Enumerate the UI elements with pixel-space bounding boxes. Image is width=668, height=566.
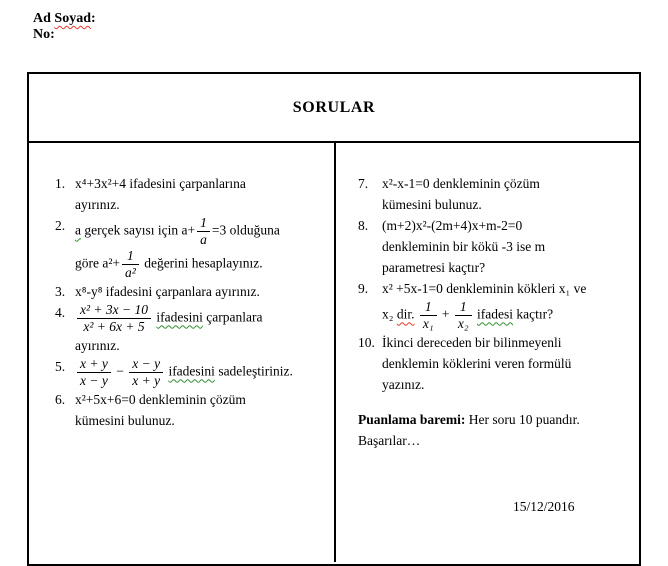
fraction <box>197 215 210 248</box>
text-run: x²-x-1=0 denkleminin çözüm <box>382 176 540 191</box>
text-run: x⁸-y⁸ ifadesini çarpanlara ayırınız. <box>75 284 260 299</box>
fraction-numerator: 1 <box>420 299 437 316</box>
fraction-denominator: x − y <box>80 373 108 388</box>
question-item <box>29 281 334 302</box>
no-label <box>33 27 96 43</box>
question-text <box>382 278 639 332</box>
question-item <box>29 356 334 389</box>
fraction-numerator: 1 <box>455 299 472 316</box>
text-run: ayırınız. <box>75 197 120 212</box>
text-run: denkleminin bir kökü -3 ise m <box>382 239 546 254</box>
question-item <box>336 332 639 395</box>
text-run: parametresi kaçtır? <box>382 260 486 275</box>
fraction-numerator: 1 <box>122 248 139 265</box>
text-run: değerini hesaplayınız. <box>140 255 263 271</box>
question-item <box>336 173 639 215</box>
fraction-numerator: x² + 3x − 10 <box>77 302 151 319</box>
text-run: çarpanlara <box>202 309 263 325</box>
grammar-flagged-text: ifadesini <box>156 309 203 325</box>
text-run: kaçtır? <box>512 306 554 322</box>
exam-table <box>27 72 641 566</box>
question-number: 7. <box>358 176 369 191</box>
scoring-note <box>358 409 637 451</box>
scoring-line <box>358 409 637 430</box>
question-item <box>336 278 639 332</box>
question-list-left <box>29 173 334 431</box>
text-run: x²+5x+6=0 denkleminin çözüm <box>75 392 246 407</box>
question-number: 3. <box>55 284 66 299</box>
text-run: x₂ <box>382 306 397 322</box>
text-run: gerçek sayısı için a+ <box>81 222 196 238</box>
question-text <box>75 356 334 389</box>
student-header-block <box>33 11 96 43</box>
fraction-denominator: x² + 6x + 5 <box>83 319 145 334</box>
table-title: SORULAR <box>29 74 639 143</box>
fraction <box>77 302 151 335</box>
spellcheck-flagged-text: dir. <box>396 306 415 322</box>
question-item <box>29 215 334 281</box>
question-column-right <box>336 143 639 562</box>
fraction <box>129 356 163 389</box>
fraction-denominator: x + y <box>132 373 161 388</box>
question-number: 9. <box>358 281 369 296</box>
grammar-flagged-text: a <box>75 222 81 238</box>
question-text <box>75 215 334 281</box>
grammar-flagged-text: ifadesi <box>476 306 513 322</box>
text-run: ayırınız. <box>75 338 120 353</box>
question-number: 1. <box>55 176 66 191</box>
fraction-denominator: x₂ <box>457 316 469 331</box>
text-run: Ad <box>33 11 55 26</box>
text-run: =3 olduğuna <box>211 222 280 238</box>
question-number: 2. <box>55 218 66 233</box>
text-run <box>414 307 417 322</box>
fraction <box>122 248 139 281</box>
text-run: Her soru 10 puandır. <box>465 412 580 427</box>
question-item <box>29 389 334 431</box>
text-run: İkinci dereceden bir bilinmeyenli <box>382 335 562 350</box>
grammar-flagged-text: ifadesini <box>168 363 215 379</box>
question-text <box>75 173 334 215</box>
text-run: yazınız. <box>382 377 425 392</box>
text-run: denklemin köklerini veren formülü <box>382 356 572 371</box>
question-number: 5. <box>55 359 66 374</box>
question-item <box>336 215 639 278</box>
text-run: (m+2)x²-(2m+4)x+m-2=0 <box>382 218 523 233</box>
fraction-denominator: a² <box>125 265 136 280</box>
fraction-numerator: x + y <box>77 356 111 373</box>
name-label <box>33 11 96 27</box>
question-text <box>382 215 639 278</box>
question-text <box>382 173 639 215</box>
text-run: No: <box>33 27 55 42</box>
fraction <box>455 299 472 332</box>
question-list-right <box>336 173 639 395</box>
question-number: 8. <box>358 218 369 233</box>
text-run: x⁴+3x²+4 ifadesini çarpanlarına <box>75 176 246 191</box>
bold-text-run: Puanlama baremi: <box>358 412 466 427</box>
date-stamp: 15/12/2016 <box>513 499 575 514</box>
fraction-numerator: 1 <box>197 215 210 232</box>
text-run: x² +5x-1=0 denkleminin kökleri x₁ ve <box>382 281 587 296</box>
text-run: + <box>438 306 453 322</box>
text-run: Başarılar… <box>358 433 421 448</box>
good-luck-line <box>358 430 637 451</box>
question-text <box>75 302 334 356</box>
fraction-denominator: a <box>200 232 207 247</box>
fraction-denominator: x₁ <box>422 316 434 331</box>
question-item <box>29 173 334 215</box>
fraction-numerator: x − y <box>129 356 163 373</box>
fraction <box>77 356 111 389</box>
question-item <box>29 302 334 356</box>
question-number: 4. <box>55 305 66 320</box>
text-run: kümesini bulunuz. <box>382 197 482 212</box>
question-text <box>382 332 639 395</box>
question-number: 10. <box>358 335 375 350</box>
question-text <box>75 281 334 302</box>
spellcheck-flagged-text: Soyad <box>54 11 91 26</box>
text-run: kümesini bulunuz. <box>75 413 175 428</box>
text-run: göre a²+ <box>75 255 121 271</box>
fraction <box>420 299 437 332</box>
text-run: sadeleştiriniz. <box>214 363 293 379</box>
question-column-left <box>29 143 336 562</box>
question-number: 6. <box>55 392 66 407</box>
text-run: : <box>90 11 96 26</box>
text-run: − <box>112 363 128 379</box>
question-text <box>75 389 334 431</box>
